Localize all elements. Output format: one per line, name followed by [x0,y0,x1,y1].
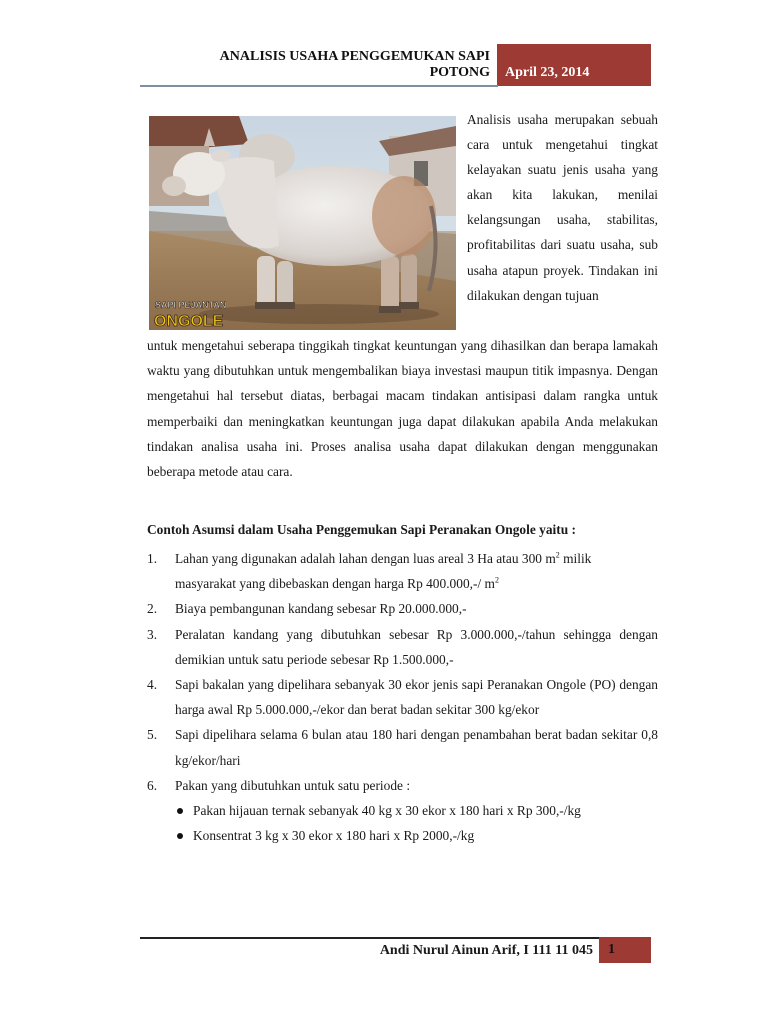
photo-caption-line2: ONGOLE [154,313,224,330]
header-date-box [497,44,651,86]
list-item-text: masyarakat yang dibebaskan dengan harga Rp 400.000,-/ m [175,576,495,592]
assumptions-list [147,546,658,848]
header-date: April 23, 2014 [505,65,590,80]
list-item [147,596,658,621]
bullet-text: Pakan hijauan ternak sebanyak 40 kg x 30 ekor x 180 hari x Rp 300,-/kg [193,803,581,819]
intro-paragraph [467,107,658,308]
list-item-text: Sapi bakalan yang dipelihara sebanyak 30 ekor jenis sapi Peranakan Ongole (PO) dengan harga awal Rp 5.000.000,-/ekor dan berat badan sekitar 300 kg/ekor [175,677,658,718]
list-item [147,546,658,596]
cattle-photo [149,116,456,330]
footer-divider [140,937,600,939]
list-item-text: Lahan yang digunakan adalah lahan dengan luas areal 3 Ha atau 300 m [175,551,556,566]
body-paragraph [147,333,658,484]
header-divider [140,85,498,87]
list-item-number: 2. [147,601,158,617]
bullet-item [175,798,658,823]
superscript: 2 [555,550,560,560]
list-item-text: Sapi dipelihara selama 6 bulan atau 180 hari dengan penambahan berat badan sekitar 0,8 kg/ekor/hari [175,727,658,768]
list-item-line [175,571,658,596]
page-number: 1 [608,942,615,957]
photo-caption-line1: SAPI PEJANTAN [155,300,227,310]
list-item-number: 5. [147,727,158,743]
assumptions-heading: Contoh Asumsi dalam Usaha Penggemukan Sapi Peranakan Ongole yaitu : [147,522,576,537]
list-item-text: Pakan yang dibutuhkan untuk satu periode : [175,777,411,793]
list-item-text: milik [559,551,592,566]
bullet-text: Konsentrat 3 kg x 30 ekor x 180 hari x Rp 2000,-/kg [193,828,475,844]
feed-bullet-list [175,798,658,848]
list-item-line [175,546,658,571]
superscript: 2 [494,575,499,585]
list-item-number: 1. [147,551,158,566]
header-title-line2: POTONG [429,65,490,80]
page-number-box [599,937,651,963]
bullet-dot-icon [177,833,183,839]
list-item [147,773,658,849]
body-text: untuk mengetahui seberapa tinggikah tingkat keuntungan yang dihasilkan dan berapa lamakah waktu yang dibutuhkan untuk mengembalikan biaya investasi maupun titik impasnya. Dengan mengetahui hal tersebut diatas, berbagai macam tindakan antisipasi dalam rangka untuk memperbaiki dan meningkatkan keuntungan juga dapat dilakukan apabila Anda melakukan tindakan analisa usaha ini. Proses analisa usaha dapat dilakukan dengan menggunakan beberapa metode atau cara. [147,338,658,480]
header-title [150,49,490,81]
list-item-number: 6. [147,777,158,793]
list-item-number: 4. [147,677,158,693]
list-item-number: 3. [147,626,158,642]
list-item [147,722,658,772]
intro-text: Analisis usaha merupakan sebuah cara untuk mengetahui tingkat kelayakan suatu jenis usaha yang akan kita lakukan, menilai kelangsungan usaha, stabilitas, profitabilitas dari suatu usaha, sub usaha atapun proyek. Tindakan ini dilakukan dengan tujuan [467,112,658,303]
list-item [147,672,658,722]
footer-author: Andi Nurul Ainun Arif, I 111 11 045 [379,943,593,958]
list-item [147,622,658,672]
header-title-line1: ANALISIS USAHA PENGGEMUKAN SAPI [219,49,490,64]
list-item-text: Peralatan kandang yang dibutuhkan sebesar Rp 3.000.000,-/tahun sehingga dengan demikian untuk satu periode sebesar Rp 1.500.000,- [175,626,658,667]
bullet-dot-icon [177,808,183,814]
bullet-item [175,823,658,848]
list-item-text: Biaya pembangunan kandang sebesar Rp 20.000.000,- [175,601,467,617]
